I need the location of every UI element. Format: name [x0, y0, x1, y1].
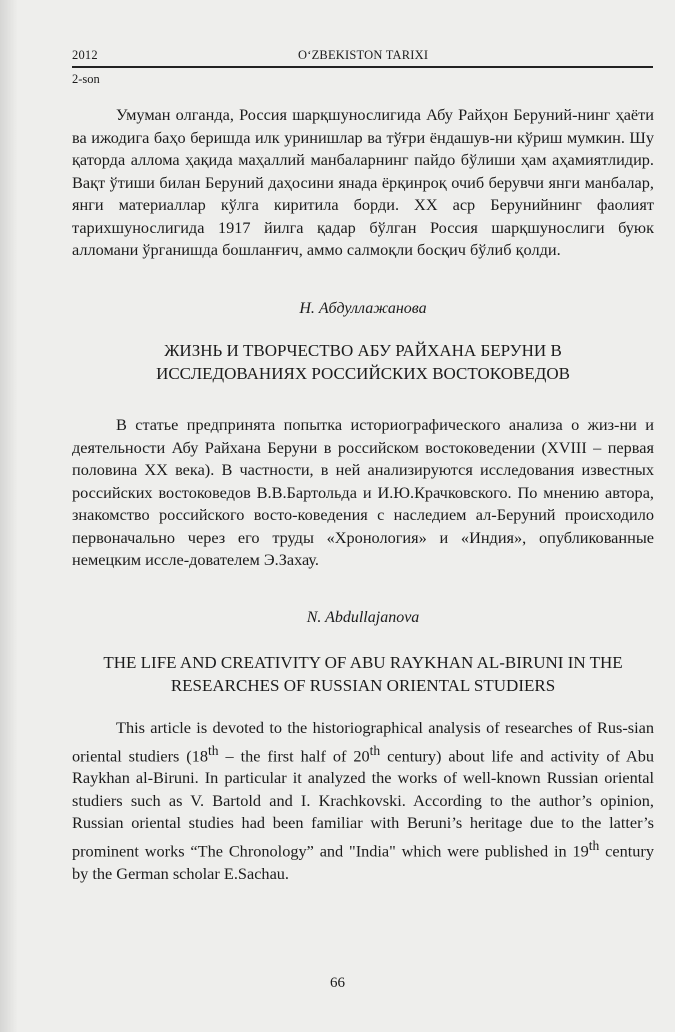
english-author: N. Abdullajanova [306, 609, 420, 626]
english-title-line-2: RESEARCHES OF RUSSIAN ORIENTAL STUDIERS [170, 675, 556, 695]
english-abstract-paragraph [72, 717, 654, 885]
russian-title-line-1: ЖИЗНЬ И ТВОРЧЕСТВО АБУ РАЙХАНА БЕРУНИ В [164, 341, 562, 360]
english-text-part-4: century by the German scholar E.Sachau. [72, 841, 654, 883]
english-title [72, 652, 654, 697]
header-journal-title: O‘ZBEKISTON TARIXI [298, 48, 429, 62]
english-text-part-1: This article is devoted to the historiographical analysis of researches of Rus-sian oriental studiers (18 [72, 718, 654, 765]
russian-abstract [72, 414, 654, 572]
russian-abstract-paragraph: В статье предпринята попытка историографического анализа о жиз-ни и деятельности Абу Райхана Беруни в российском востоковедении (XVIII – первая половина XX века). В частности, в ней анализируются исследования известных российских востоковедов В.В.Бартольда и И.Ю.Крачковского. По мнению автора, знакомство российского восто-коведения с наследием ал-Беруний происходило первоначально через его труды «Хронология» и «Индия», опубликованные немецким иссле-дователем Э.Захау. [72, 415, 654, 569]
scan-shadow [0, 0, 18, 1032]
english-abstract [72, 717, 654, 885]
english-title-line-1: THE LIFE AND CREATIVITY OF ABU RAYKHAN AL-BIRUNI IN THE [103, 653, 623, 672]
ordinal-suffix-3: th [588, 837, 600, 853]
page-number: 66 [330, 975, 345, 991]
ordinal-suffix-1: th [207, 742, 219, 758]
uzbek-summary-paragraph: Умуман олганда, Россия шарқшунослигида Абу Райҳон Беруний-нинг ҳаёти ва ижодига баҳо беришда илк уринишлар ва тўғри ёндашув-ни кўриш мумкин. Шу қаторда аллома ҳақида маҳаллий манбаларнинг пайдо бўлиши ҳам аҳамиятлидир. Вақт ўтиши билан Беруний даҳосини янада ёрқинроқ очиб берувчи янги манбалар, янги материаллар кўлга киритила борди. XX аср Берунийнинг фаолият тарихшунослигида 1917 йилга қадар бўлган Россия шарқшунослиги буюк алломани ўрганишда бошланғич, аммо салмоқли босқич бўлиб қолди. [72, 105, 654, 259]
russian-title-line-2: ИССЛЕДОВАНИЯХ РОССИЙСКИХ ВОСТОКОВЕДОВ [156, 363, 570, 383]
running-header [72, 44, 653, 68]
english-text-part-3: century) about life and activity of Abu Raykhan al-Biruni. In particular it analyzed the works of well-known Russian oriental studiers such as V. Bartold and I. Krachkovski. According to the author’s opinion, Russian oriental studies had been familiar with Beruni’s heritage due to the latter’s prominent works “The Chronology” and "India" which were published in 19 [72, 745, 655, 861]
russian-author: Н. Абдуллажанова [299, 300, 427, 317]
uzbek-summary [72, 104, 654, 262]
ordinal-suffix-2: th [369, 742, 381, 758]
english-text-part-2: – the first half of 20 [218, 745, 370, 765]
header-year: 2012 [72, 48, 98, 62]
header-issue: 2-son [72, 72, 100, 86]
russian-title [72, 340, 654, 385]
